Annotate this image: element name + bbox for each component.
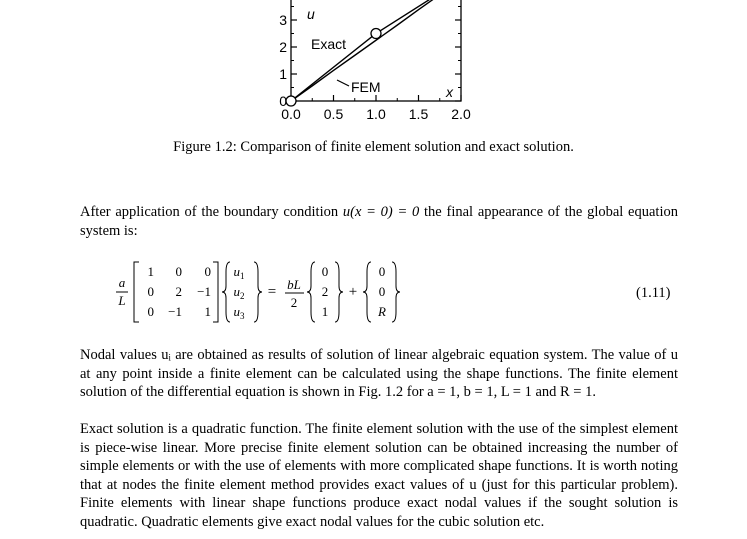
fem-node-marker [371, 29, 381, 39]
para1-text-b: the final appearance of the global equation system is: [80, 204, 678, 239]
figure-chart [0, 0, 747, 135]
matrix-cell: 0 [175, 264, 182, 279]
matrix-cell: 1 [147, 264, 154, 279]
boundary-left-brace [363, 262, 371, 322]
equals-sign: = [267, 284, 277, 300]
fem-node-marker [286, 96, 296, 106]
figure-caption: Figure 1.2: Comparison of finite element solution and exact solution. [173, 139, 574, 155]
x-tick-label: 2.0 [451, 106, 471, 122]
equation-1-11 [112, 258, 452, 326]
boundary-entry: 0 [378, 264, 386, 279]
x-axis-label: x [446, 84, 453, 100]
matrix-cell: −1 [197, 284, 211, 299]
annotation-fem: FEM [351, 79, 381, 95]
plot-labels [279, 0, 471, 122]
boundary-right-brace [392, 262, 400, 322]
x-tick-label: 1.0 [366, 106, 386, 122]
rhs-coef-denominator: 2 [290, 295, 298, 310]
coef-numerator: a [118, 275, 126, 290]
matrix-right-bracket [213, 262, 218, 322]
x-tick-label: 1.5 [408, 106, 429, 122]
para1-text-a: After application of the boundary condition [80, 204, 343, 220]
coef-denominator: L [118, 293, 126, 308]
paragraph-exact-solution: Exact solution is a quadratic function. The finite element solution with the use of the simplest element is piece-wise linear. More precise finite element solution can be obtained increasing the number of simple elements or with the use of elements with more complicated shape functions. It is worth noting that at nodes the finite element method provides exact values of u (just for this particular problem). Finite elements with linear shape functions produce exact nodal values if the sought solution is quadratic. Quadratic elements give exact nodal values for the cubic solution etc. [80, 421, 678, 530]
matrix-cell: 0 [147, 304, 154, 319]
boundary-entry: 0 [378, 284, 386, 299]
annotation-exact: Exact [311, 36, 347, 52]
load-entry: 1 [321, 304, 329, 319]
paragraph-boundary-condition [80, 203, 678, 240]
boundary-entry: R [378, 304, 386, 319]
load-entry: 0 [321, 264, 329, 279]
x-tick-label: 0.0 [281, 106, 301, 122]
y-tick-label: 0 [279, 93, 287, 109]
matrix-cell: 1 [204, 304, 211, 319]
y-axis-label: u [307, 6, 315, 22]
matrix-cell: −1 [168, 304, 182, 319]
plus-sign: + [348, 284, 358, 300]
para1-math: u(x = 0) = 0 [342, 204, 420, 220]
y-tick-label [279, 0, 287, 1]
equation-number: (1.11) [636, 285, 671, 301]
rhs-coef-numerator: bL [287, 277, 301, 292]
matrix-left-bracket [134, 262, 139, 322]
annotation-fem-leader [337, 80, 349, 86]
x-tick-label: 0.5 [323, 106, 344, 122]
unknown-entry: $u_2$ [233, 284, 245, 301]
load-right-brace [335, 262, 343, 322]
matrix-cell: 0 [204, 264, 211, 279]
load-left-brace [307, 262, 315, 322]
equation-svg [112, 258, 452, 326]
unknown-entry: $u_3$ [233, 304, 245, 321]
y-tick-label: 2 [279, 39, 287, 55]
paragraph-nodal-values: Nodal values uᵢ are obtained as results of solution of linear algebraic equation system. The value of u at any point inside a finite element can be calculated using the shape functions. The finite element solution of the differential equation is shown in Fig. 1.2 for a = 1, b = 1, L = 1 and R = 1. [80, 347, 678, 400]
unknowns-right-brace [254, 262, 262, 322]
matrix-cell: 0 [147, 284, 154, 299]
unknowns-left-brace [222, 262, 230, 322]
y-tick-label: 1 [279, 66, 287, 82]
load-entry: 2 [321, 284, 329, 299]
matrix-cell: 2 [175, 284, 182, 299]
y-tick-label: 3 [279, 12, 287, 28]
unknown-entry: $u_1$ [233, 264, 245, 281]
